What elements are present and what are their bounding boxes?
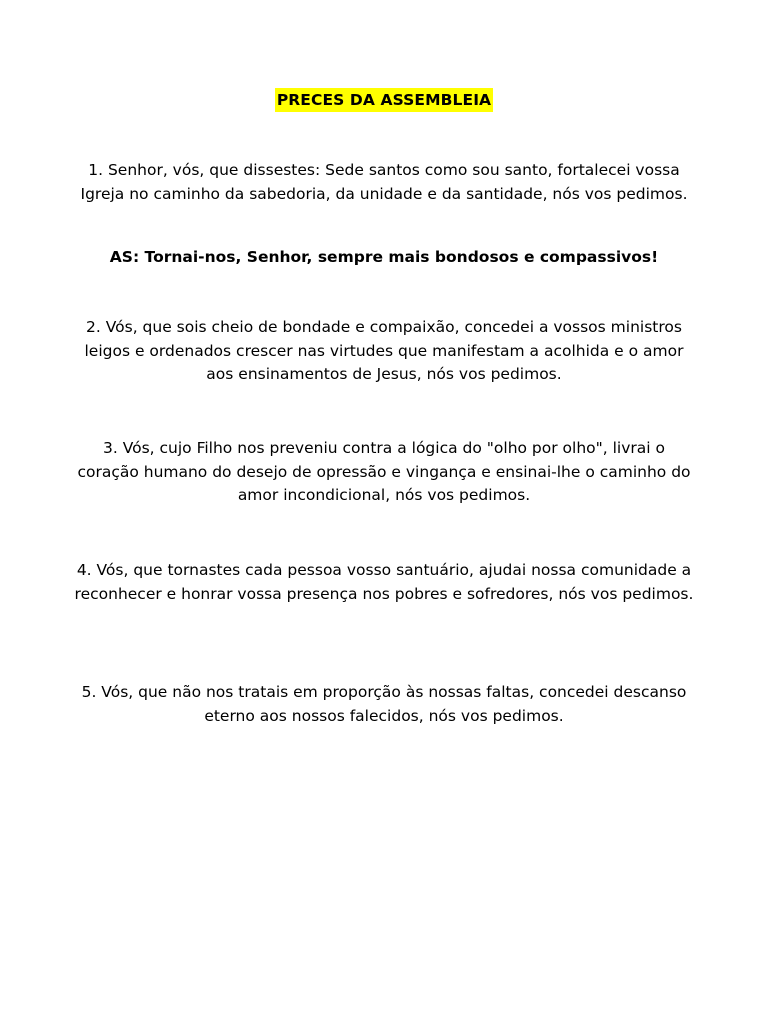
prayer-item-2: 2. Vós, que sois cheio de bondade e compaixão, concedei a vossos ministros leigos e ordenados crescer nas virtudes que manifestam a acolhida e o amor aos ensinamentos de Jesus, nós vos pedimos. [84, 318, 684, 383]
prayer-item-5: 5. Vós, que não nos tratais em proporção às nossas faltas, concedei descanso eterno aos nossos falecidos, nós vos pedimos. [81, 683, 687, 725]
prayer-item-3: 3. Vós, cujo Filho nos preveniu contra a lógica do "olho por olho", livrai o coração humano do desejo de opressão e vingança e ensinai-lhe o caminho do amor incondicional, nós vos pedimos. [77, 439, 691, 504]
title-container [0, 88, 768, 112]
page-title: PRECES DA ASSEMBLEIA [275, 88, 493, 112]
assembly-response: AS: Tornai-nos, Senhor, sempre mais bondosos e compassivos! [109, 248, 659, 266]
prayer-item-1: 1. Senhor, vós, que dissestes: Sede santos como sou santo, fortalecei vossa Igreja no caminho da sabedoria, da unidade e da santidade, nós vos pedimos. [80, 161, 688, 203]
prayer-item-4: 4. Vós, que tornastes cada pessoa vosso santuário, ajudai nossa comunidade a reconhecer e honrar vossa presença nos pobres e sofredores, nós vos pedimos. [74, 561, 694, 603]
